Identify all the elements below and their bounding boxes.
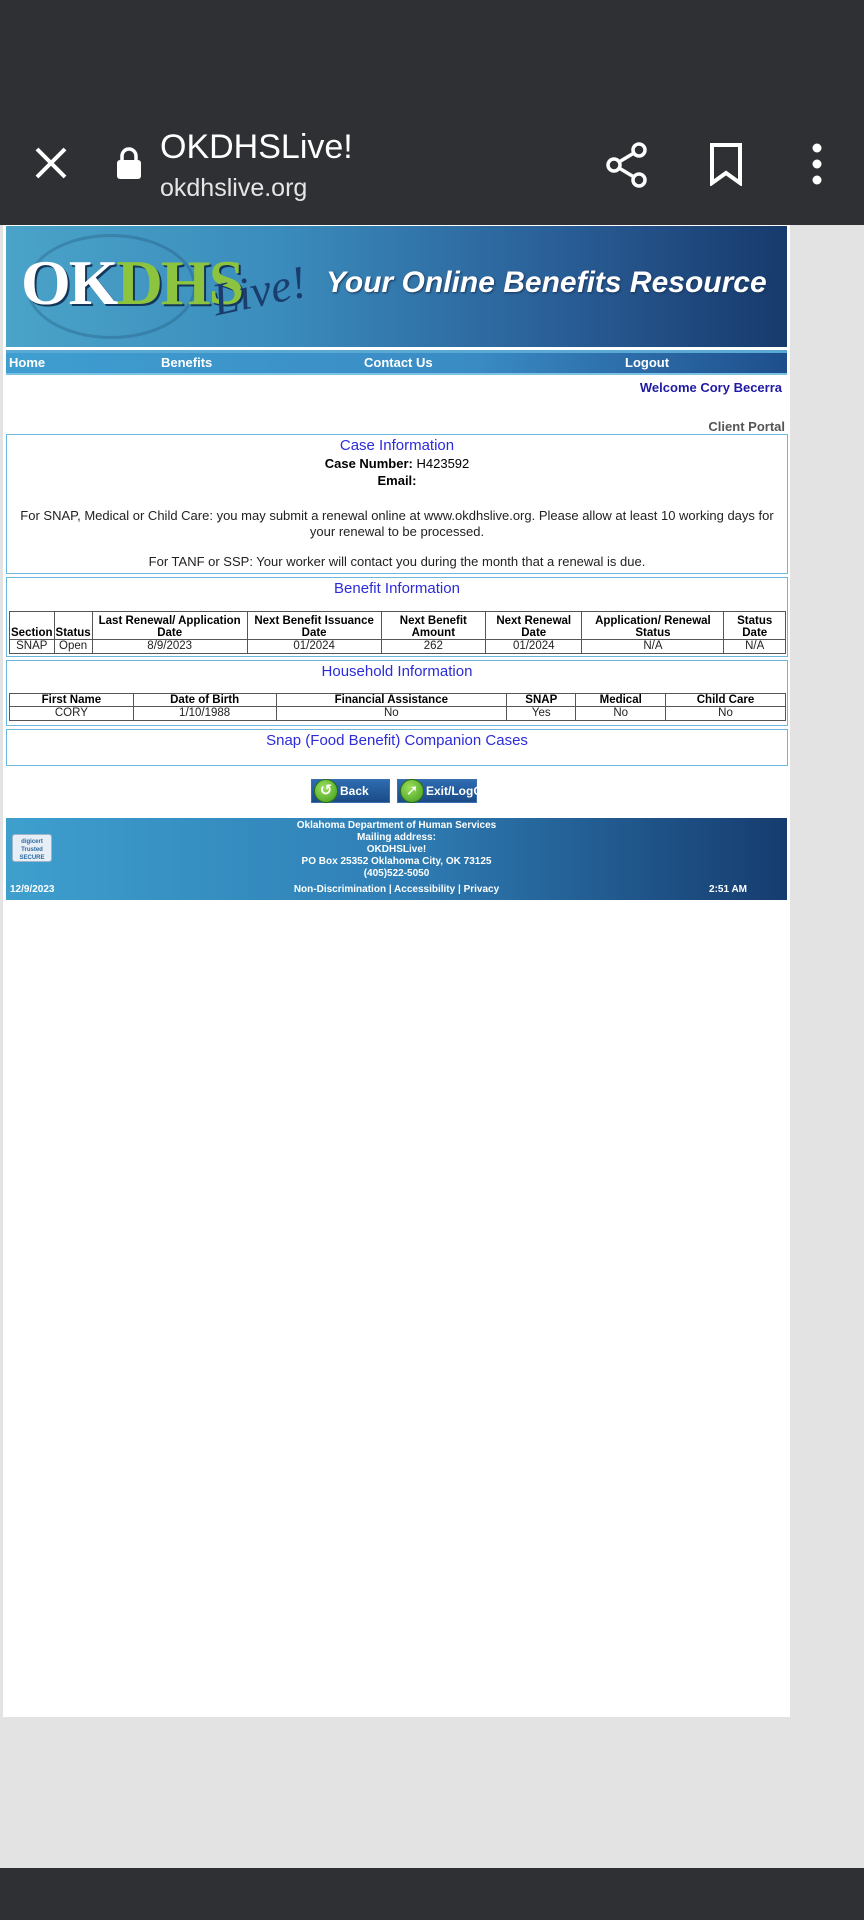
table-header: Next Benefit Issuance Date: [247, 612, 381, 640]
okdhs-logo[interactable]: OKDHS: [21, 247, 243, 318]
main-nav: [6, 353, 787, 375]
footer-time: 2:51 AM: [709, 884, 747, 895]
table-header: Section: [10, 612, 55, 640]
table-cell: Open: [54, 640, 92, 654]
case-information-panel: [6, 434, 788, 574]
benefit-table: [9, 611, 786, 654]
table-cell: No: [576, 707, 666, 721]
web-page: [3, 225, 790, 1717]
accessibility-link[interactable]: Accessibility: [394, 884, 456, 895]
more-vert-icon[interactable]: [800, 142, 834, 186]
table-header: First Name: [10, 694, 134, 707]
table-cell: 8/9/2023: [92, 640, 247, 654]
share-icon[interactable]: [602, 140, 652, 190]
case-information-title: Case Information: [339, 437, 455, 454]
header-tagline: Your Online Benefits Resource: [326, 266, 767, 299]
household-information-title: Household Information: [321, 663, 473, 680]
footer-mailing-label: Mailing address:: [357, 832, 436, 843]
footer-links: Non-Discrimination | Accessibility | Privacy: [293, 884, 500, 895]
household-information-panel: [6, 660, 788, 726]
table-cell: 01/2024: [247, 640, 381, 654]
nav-logout-link[interactable]: Logout: [625, 355, 670, 370]
footer-phone: (405)522-5050: [363, 868, 430, 879]
table-cell: Yes: [507, 707, 576, 721]
case-number-line: [7, 456, 787, 471]
table-header: SNAP: [507, 694, 576, 707]
site-footer: [6, 818, 787, 900]
renewal-instructions: For SNAP, Medical or Child Care: you may submit a renewal online at www.okdhslive.org. Please allow at least 10 working days for your renewal to be processed.: [20, 508, 774, 539]
email-line: [7, 473, 787, 488]
benefit-information-title: Benefit Information: [334, 580, 460, 597]
snap-companion-cases-panel: [6, 729, 788, 766]
back-arrow-icon: ↺: [314, 779, 338, 803]
site-header-banner: [6, 226, 787, 347]
back-button[interactable]: [311, 779, 390, 803]
exit-button-label: Exit/LogOff: [426, 784, 491, 798]
table-header: Status Date: [724, 612, 786, 640]
welcome-message: Welcome Cory Becerra: [639, 380, 782, 395]
table-cell: SNAP: [10, 640, 55, 654]
non-discrimination-link[interactable]: Non-Discrimination: [293, 884, 387, 895]
case-number-label: Case Number:: [324, 456, 413, 471]
nav-benefits-link[interactable]: Benefits: [161, 355, 213, 370]
table-cell: 262: [381, 640, 485, 654]
bookmark-icon[interactable]: [706, 142, 746, 186]
table-cell: No: [666, 707, 786, 721]
footer-address: PO Box 25352 Oklahoma City, OK 73125: [301, 856, 492, 867]
table-header: Financial Assistance: [276, 694, 507, 707]
table-header: Status: [54, 612, 92, 640]
snap-companion-title: Snap (Food Benefit) Companion Cases: [266, 732, 528, 749]
table-cell: N/A: [724, 640, 786, 654]
table-cell: 01/2024: [486, 640, 582, 654]
table-header: Application/ Renewal Status: [582, 612, 724, 640]
logo-live-script: Live!: [207, 255, 311, 326]
close-icon[interactable]: [28, 140, 74, 186]
page-url[interactable]: okdhslive.org: [160, 174, 308, 202]
client-portal-label: Client Portal: [708, 419, 785, 434]
system-navigation-bar: [0, 1868, 864, 1920]
table-header: Next Benefit Amount: [381, 612, 485, 640]
table-row: [10, 707, 786, 721]
table-header: Medical: [576, 694, 666, 707]
table-cell: N/A: [582, 640, 724, 654]
table-header: Date of Birth: [133, 694, 276, 707]
url-bar: [0, 118, 864, 210]
table-header: Last Renewal/ Application Date: [92, 612, 247, 640]
footer-site-name: OKDHSLive!: [366, 844, 427, 855]
page-title[interactable]: OKDHSLive!: [160, 128, 353, 166]
table-cell: 1/10/1988: [133, 707, 276, 721]
benefit-information-panel: [6, 577, 788, 657]
table-header: Child Care: [666, 694, 786, 707]
exit-logoff-button[interactable]: [397, 779, 491, 803]
table-header: Next Renewal Date: [486, 612, 582, 640]
footer-date: 12/9/2023: [10, 884, 55, 895]
table-cell: CORY: [10, 707, 134, 721]
nav-home-link[interactable]: Home: [9, 355, 46, 370]
household-table: [9, 693, 786, 721]
nav-contact-link[interactable]: Contact Us: [364, 355, 433, 370]
back-button-label: Back: [340, 784, 369, 798]
tanf-instructions: For TANF or SSP: Your worker will contact you during the month that a renewal is due.: [148, 554, 646, 569]
browser-toolbar: [0, 0, 864, 225]
case-number-value: H423592: [416, 456, 470, 471]
email-label: Email:: [377, 473, 417, 488]
exit-arrow-icon: ➚: [400, 779, 424, 803]
footer-org-name: Oklahoma Department of Human Services: [296, 820, 497, 831]
privacy-link[interactable]: Privacy: [463, 884, 500, 895]
table-cell: No: [276, 707, 507, 721]
lock-icon: [114, 146, 144, 180]
table-row: [10, 640, 786, 654]
digicert-secure-badge[interactable]: digicert Trusted SECURE: [12, 834, 52, 862]
